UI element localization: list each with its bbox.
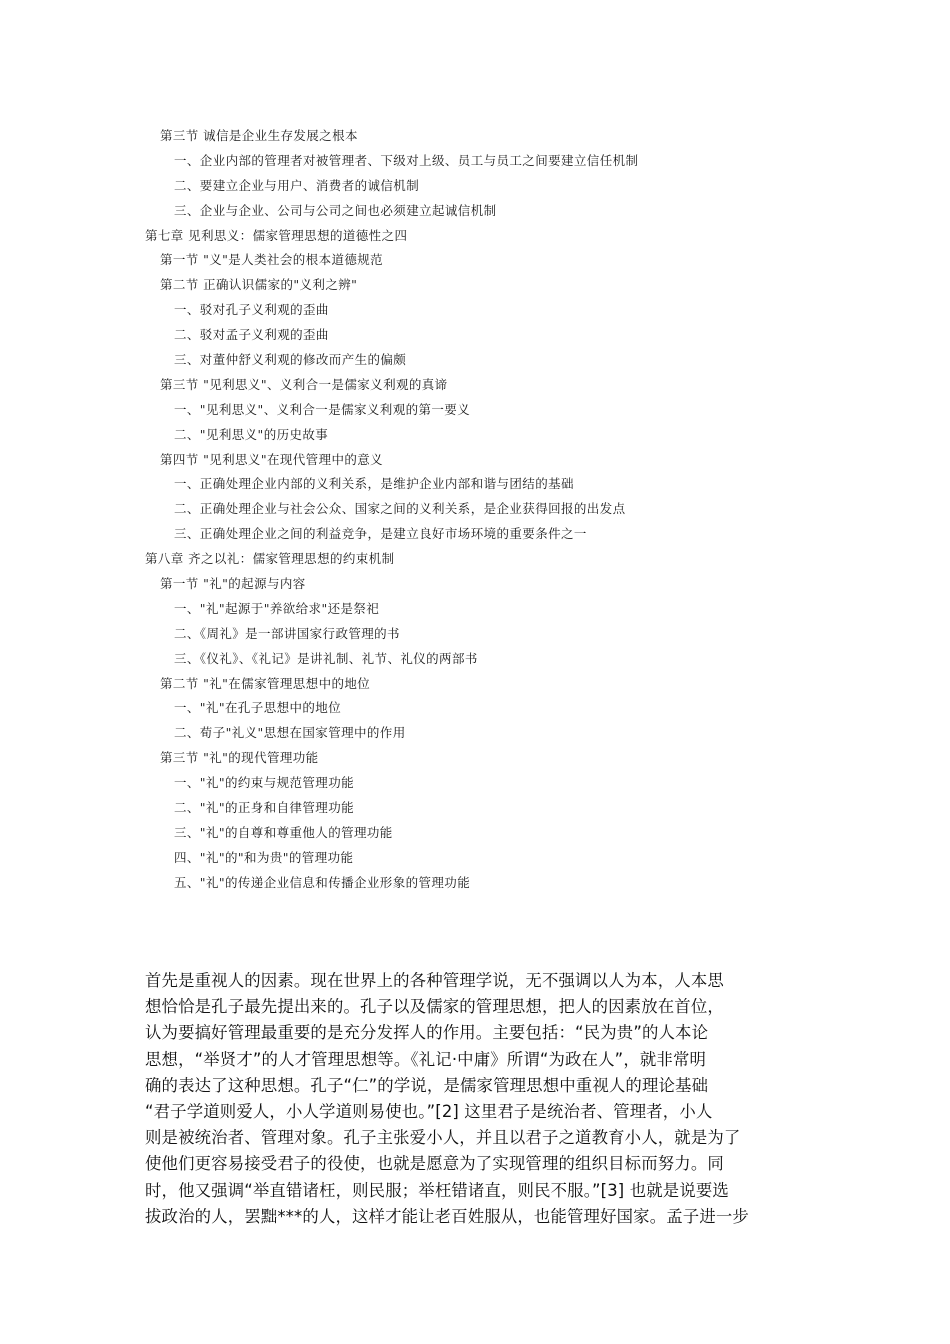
toc-subsection: 二、《周礼》是一部讲国家行政管理的书 (174, 625, 400, 641)
toc-subsection: 二、荀子"礼义"思想在国家管理中的作用 (174, 725, 406, 741)
body-paragraph (145, 968, 807, 1230)
body-line: 想恰恰是孔子最先提出来的。孔子以及儒家的管理思想，把人的因素放在首位， (145, 997, 724, 1017)
body-line: 则是被统治者、管理对象。孔子主张爱小人，并且以君子之道教育小人，就是为了 (145, 1128, 741, 1148)
toc-subsection: 二、要建立企业与用户、消费者的诚信机制 (174, 177, 420, 193)
toc-section: 第三节 "见利思义"、义利合一是儒家义利观的真谛 (160, 376, 448, 392)
toc-section: 第三节 诚信是企业生存发展之根本 (160, 128, 358, 143)
toc-subsection: 三、"礼"的自尊和尊重他人的管理功能 (174, 824, 393, 840)
toc-subsection: 一、驳对孔子义利观的歪曲 (174, 302, 329, 318)
toc-section: 第二节 "礼"在儒家管理思想中的地位 (160, 675, 371, 691)
toc-subsection: 二、驳对孟子义利观的歪曲 (174, 327, 329, 343)
toc-subsection: 三、对董仲舒义利观的修改而产生的偏颇 (174, 352, 407, 368)
toc-subsection: 二、正确处理企业与社会公众、国家之间的义利关系，是企业获得回报的出发点 (174, 501, 626, 517)
toc-subsection: 一、"见利思义"、义利合一是儒家义利观的第一要义 (174, 401, 471, 417)
toc-subsection: 五、"礼"的传递企业信息和传播企业形象的管理功能 (174, 874, 471, 890)
toc-subsection: 三、正确处理企业之间的利益竞争，是建立良好市场环境的重要条件之一 (174, 526, 587, 542)
toc-subsection: 一、企业内部的管理者对被管理者、下级对上级、员工与员工之间要建立信任机制 (174, 152, 639, 168)
toc-section: 第三节 "礼"的现代管理功能 (160, 750, 319, 766)
toc-section: 第一节 "义"是人类社会的根本道德规范 (160, 252, 384, 268)
toc-subsection: 四、"礼"的"和为贵"的管理功能 (174, 849, 354, 865)
toc-subsection: 二、"礼"的正身和自律管理功能 (174, 800, 354, 816)
toc-subsection: 一、"礼"在孔子思想中的地位 (174, 700, 342, 716)
toc-section: 第二节 正确认识儒家的"义利之辨" (160, 277, 358, 293)
toc-subsection: 一、"礼"的约束与规范管理功能 (174, 775, 354, 791)
toc-subsection: 一、"礼"起源于"养欲给求"还是祭祀 (174, 600, 380, 616)
body-line: 思想，“举贤才”的人才管理思想等。《礼记·中庸》所谓“为政在人”，就非常明 (145, 1049, 707, 1069)
toc-chapter: 第七章 见利思义：儒家管理思想的道德性之四 (145, 227, 408, 243)
body-line: 确的表达了这种思想。孔子“仁”的学说，是儒家管理思想中重视人的理论基础 (145, 1075, 709, 1095)
body-line: 使他们更容易接受君子的役使，也就是愿意为了实现管理的组织目标而努力。同 (145, 1154, 724, 1174)
toc-section: 第一节 "礼"的起源与内容 (160, 576, 306, 592)
body-line: “君子学道则爱人，小人学道则易使也。”[2] 这里君子是统治者、管理者，小人 (145, 1101, 713, 1121)
toc-subsection: 三、《仪礼》、《礼记》是讲礼制、礼节、礼仪的两部书 (174, 650, 478, 666)
toc-chapter: 第八章 齐之以礼：儒家管理思想的约束机制 (145, 551, 395, 567)
toc-section: 第四节 "见利思义"在现代管理中的意义 (160, 451, 384, 467)
toc-subsection: 一、正确处理企业内部的义利关系，是维护企业内部和谐与团结的基础 (174, 476, 574, 492)
table-of-contents (0, 124, 950, 896)
body-line: 时，他又强调“举直错诸枉，则民服；举枉错诸直，则民不服。”[3] 也就是说要选 (145, 1180, 729, 1200)
body-line: 认为要搞好管理最重要的是充分发挥人的作用。主要包括：“民为贵”的人本论 (145, 1023, 709, 1043)
toc-subsection: 三、企业与企业、公司与公司之间也必须建立起诚信机制 (174, 202, 497, 218)
toc-subsection: 二、"见利思义"的历史故事 (174, 426, 329, 442)
body-line: 首先是重视人的因素。现在世界上的各种管理学说，无不强调以人为本，人本思 (145, 971, 724, 990)
body-line: 拔政治的人，罢黜***的人，这样才能让老百姓服从，也能管理好国家。孟子进一步 (145, 1206, 749, 1226)
